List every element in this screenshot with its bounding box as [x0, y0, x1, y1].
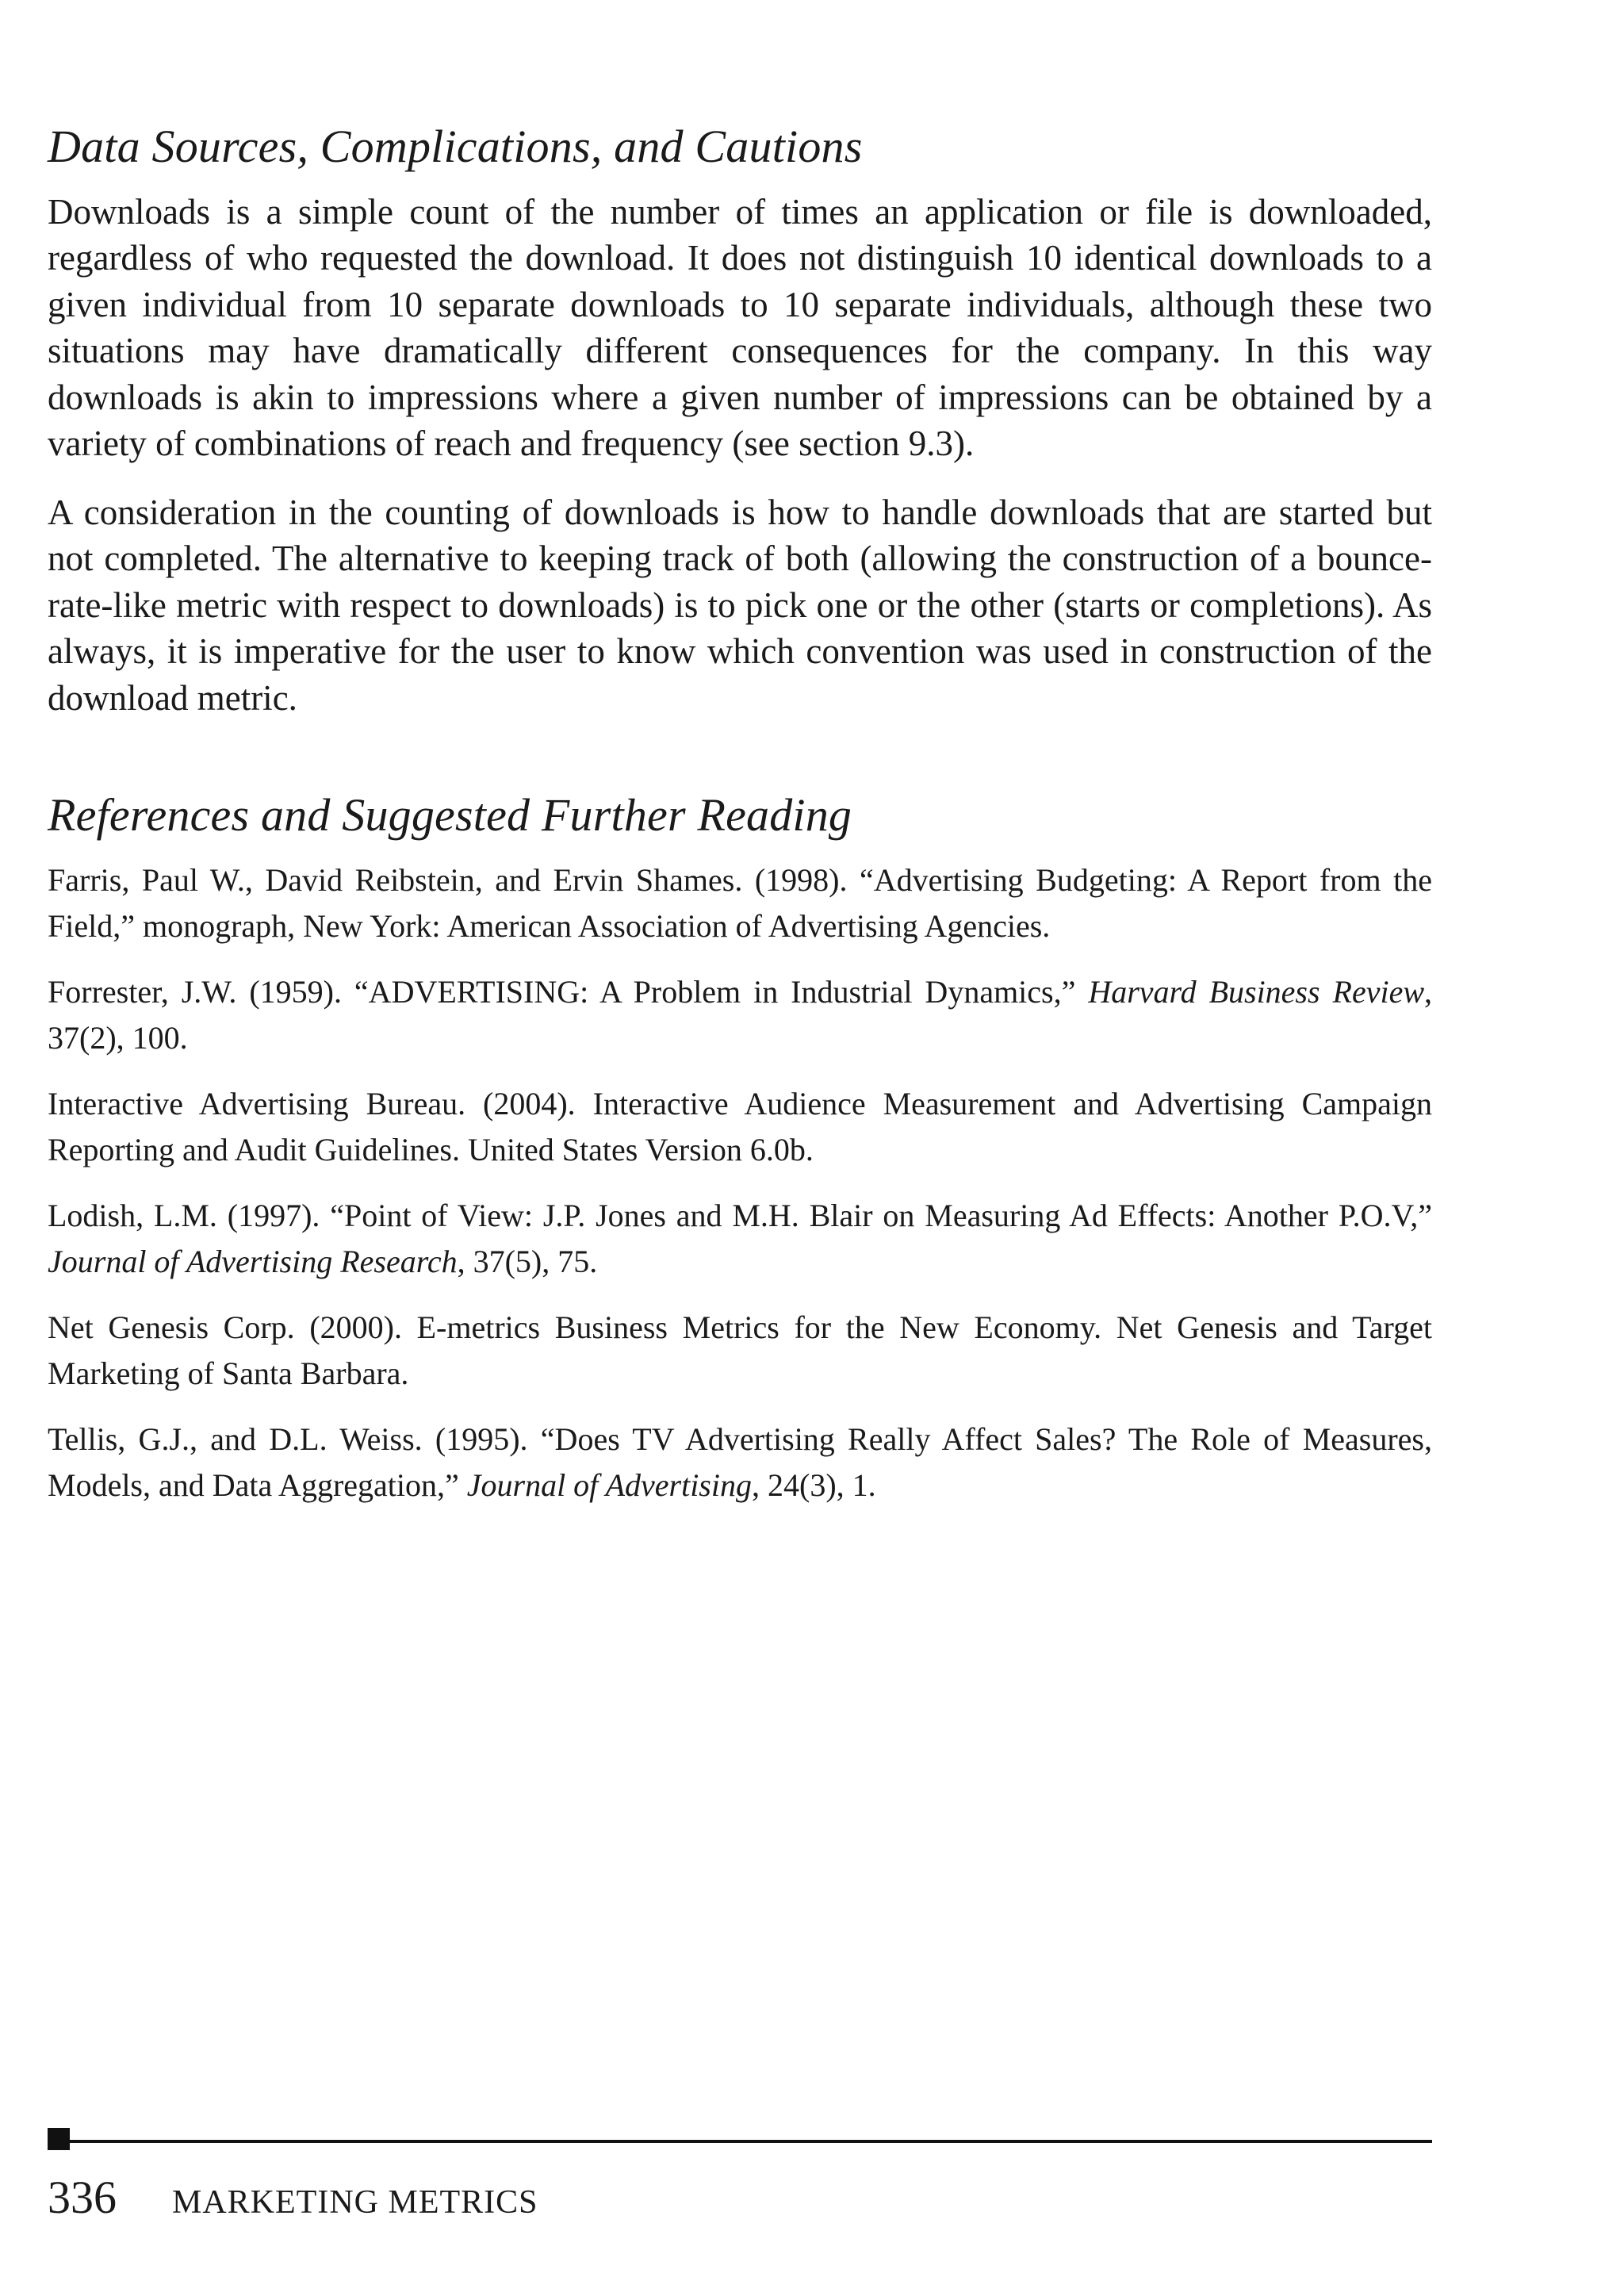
reference-text: , 24(3), 1.: [752, 1466, 876, 1503]
reference-text: , 37(2), 100.: [48, 973, 1433, 1056]
reference-text: Lodish, L.M. (1997). “Point of View: J.P. Jones and M.H. Blair on Measuring Ad Effects: Another P.O.V,”: [48, 1197, 1432, 1233]
reference-text: Forrester, J.W. (1959). “ADVERTISING: A Problem in Industrial Dynamics,”: [48, 973, 1089, 1010]
reference-item: [48, 1081, 1432, 1173]
reference-item: [48, 1305, 1432, 1397]
footer-rule: [48, 2140, 1432, 2143]
page-number: 336: [48, 2172, 117, 2223]
reference-journal: Journal of Advertising: [466, 1466, 752, 1503]
reference-text: Tellis, G.J., and D.L. Weiss. (1995). “Does TV Advertising Really Affect Sales? The Role of Measures, Models, and Data Aggregation,”: [48, 1420, 1432, 1503]
section-heading-references: References and Suggested Further Reading: [48, 789, 852, 841]
footer-square-marker: [48, 2128, 70, 2150]
running-title: MARKETING METRICS: [172, 2184, 538, 2221]
page-content: [48, 119, 1432, 1528]
reference-journal: Harvard Business Review: [1088, 973, 1425, 1010]
page-footer: [48, 2172, 538, 2223]
reference-text: , 37(5), 75.: [457, 1243, 598, 1279]
reference-item: [48, 1417, 1432, 1509]
reference-item: [48, 857, 1432, 949]
reference-text: Interactive Advertising Bureau. (2004). Interactive Audience Measurement and Advertising Campaign Reporting and Audit Guidelines. United States Version 6.0b.: [48, 1085, 1432, 1167]
reference-item: [48, 1193, 1432, 1285]
body-paragraph: A consideration in the counting of downloads is how to handle downloads that are started but not completed. The alternative to keeping track of both (allowing the construction of a bounce-rate-like metric with respect to downloads) is to pick one or the other (starts or completions). As always, it is imperative for the user to know which convention was used in construction of the download metric.: [48, 492, 1432, 718]
section-heading-data-sources: Data Sources, Complications, and Cautions: [48, 121, 863, 172]
reference-text: Farris, Paul W., David Reibstein, and Ervin Shames. (1998). “Advertising Budgeting: A Report from the Field,” monograph, New York: American Association of Advertising Agencies.: [48, 861, 1432, 944]
body-paragraph: Downloads is a simple count of the number of times an application or file is downloaded, regardless of who requested the download. It does not distinguish 10 identical downloads to a given individual from 10 separate downloads to 10 separate individuals, although these two situations may have dramatically different consequences for the company. In this way downloads is akin to impressions where a given number of impressions can be obtained by a variety of combinations of reach and frequency (see section 9.3).: [48, 191, 1432, 464]
reference-text: Net Genesis Corp. (2000). E-metrics Business Metrics for the New Economy. Net Genesis and Target Marketing of Santa Barbara.: [48, 1309, 1432, 1391]
reference-journal: Journal of Advertising Research: [48, 1243, 458, 1279]
reference-item: [48, 969, 1432, 1061]
